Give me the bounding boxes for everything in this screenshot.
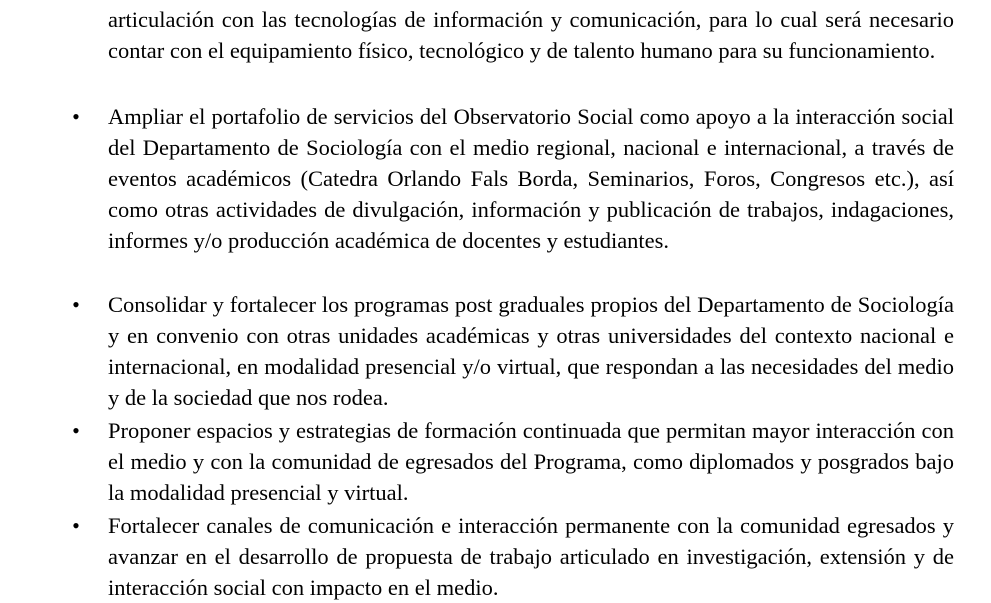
bullet-item-observatorio: Ampliar el portafolio de servicios del Observatorio Social como apoyo a la interacción social del Departamento de Sociología con el medio regional, nacional e internacional, a través de eventos académicos (Catedra Orlando Fals Borda, Seminarios, Foros, Congresos etc.), así como otras actividades de divulgación, información y publicación de trabajos, indagaciones, informes y/o producción académica de docentes y estudiantes. [108, 104, 954, 253]
bullet-item-egresados: Fortalecer canales de comunicación e interacción permanente con la comunidad egresados y avanzar en el desarrollo de propuesta de trabajo articulado en investigación, extensión y de interacción social con impacto en el medio. [108, 513, 954, 600]
bullet-marker: • [72, 104, 80, 129]
paragraph-continuation: articulación con las tecnologías de información y comunicación, para lo cual será necesario contar con el equipamiento físico, tecnológico y de talento humano para su funcionamiento. [108, 7, 954, 63]
bullet-marker: • [72, 513, 80, 538]
bullet-marker: • [72, 292, 80, 317]
bullet-item-posgrados: Consolidar y fortalecer los programas post graduales propios del Departamento de Sociología y en convenio con otras unidades académicas y otras universidades del contexto nacional e internacional, en modalidad presencial y/o virtual, que respondan a las necesidades del medio y de la sociedad que nos rodea. [108, 292, 954, 410]
bullet-marker: • [72, 418, 80, 443]
bullet-item-formacion-continuada: Proponer espacios y estrategias de formación continuada que permitan mayor interacción con el medio y con la comunidad de egresados del Programa, como diplomados y posgrados bajo la modalidad presencial y virtual. [108, 418, 954, 505]
